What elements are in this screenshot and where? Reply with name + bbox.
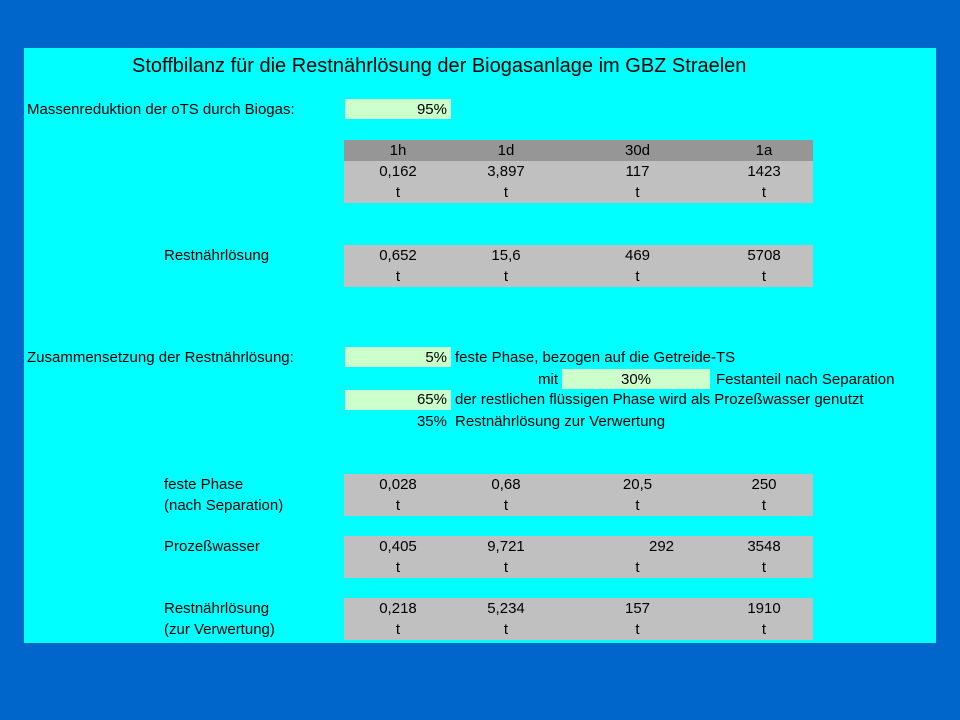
feste-phase-unit: t <box>503 497 509 514</box>
restnaehrloesung-verwertung-unit: t <box>635 621 640 638</box>
prozesswasser-value-1d: 9,721 <box>487 538 525 555</box>
block2-unit: t <box>395 268 401 285</box>
block1-value-30d: 117 <box>625 163 650 180</box>
verwertung-description: Restnährlösung zur Verwertung <box>455 413 666 430</box>
verwertung-percent-value: 35% <box>416 413 447 430</box>
restnaehrloesung-verwertung-label: Restnährlösung <box>164 600 270 617</box>
prozesswasser-percent-value: 65% <box>416 391 447 408</box>
block2-value-1a: 5708 <box>747 247 781 264</box>
prozesswasser-value-1h: 0,405 <box>379 538 417 555</box>
restnaehrloesung-label: Restnährlösung <box>164 247 270 264</box>
prozesswasser-value-1a: 3548 <box>747 538 781 555</box>
prozesswasser-unit: t <box>395 559 401 576</box>
feste-phase-unit: t <box>395 497 401 514</box>
feste-phase-unit: t <box>761 497 767 514</box>
spreadsheet-area <box>24 48 936 643</box>
prozesswasser-unit: t <box>635 559 640 576</box>
feste-phase-description: feste Phase, bezogen auf die Getreide-TS <box>455 349 736 366</box>
block1-value-1a: 1423 <box>747 163 781 180</box>
feste-phase-value-30d: 20,5 <box>622 476 653 493</box>
column-header-1d: 1d <box>497 142 515 159</box>
prozesswasser-value-30d: 292 <box>648 538 675 555</box>
restnaehrloesung-verwertung-unit: t <box>395 621 401 638</box>
block1-value-1d: 3,897 <box>487 163 525 180</box>
restnaehrloesung-verwertung-value-1a: 1910 <box>747 600 781 617</box>
page-title: Stoffbilanz für die Restnährlösung der Biogasanlage im GBZ Straelen <box>132 55 747 77</box>
festanteil-percent-value: 30% <box>620 371 652 388</box>
feste-phase-value-1d: 0,68 <box>491 476 521 493</box>
restnaehrloesung-verwertung-value-1h: 0,218 <box>379 600 417 617</box>
block2-unit: t <box>635 268 640 285</box>
block1-unit: t <box>761 184 767 201</box>
restnaehrloesung-verwertung-value-30d: 157 <box>624 600 651 617</box>
massenreduktion-value: 95% <box>416 101 447 118</box>
feste-phase-unit: t <box>635 497 640 514</box>
restnaehrloesung-verwertung-value-1d: 5,234 <box>487 600 525 617</box>
column-header-30d: 30d <box>624 142 651 159</box>
prozesswasser-unit: t <box>761 559 767 576</box>
prozesswasser-label: Prozeßwasser <box>164 538 260 555</box>
massenreduktion-label: Massenreduktion der oTS durch Biogas: <box>27 101 295 118</box>
block2-unit: t <box>503 268 509 285</box>
feste-phase-value-1a: 250 <box>751 476 777 493</box>
block1-value-1h: 0,162 <box>379 163 417 180</box>
feste-phase-value-1h: 0,028 <box>379 476 417 493</box>
festanteil-description: Festanteil nach Separation <box>716 371 895 388</box>
feste-phase-percent-value: 5% <box>425 349 447 366</box>
zusammensetzung-label: Zusammensetzung der Restnährlösung: <box>27 349 294 366</box>
block2-value-1d: 15,6 <box>491 247 521 264</box>
column-header-1a: 1a <box>755 142 773 159</box>
prozesswasser-unit: t <box>503 559 509 576</box>
block1-unit: t <box>635 184 640 201</box>
block2-unit: t <box>761 268 767 285</box>
block1-unit: t <box>503 184 509 201</box>
restnaehrloesung-verwertung-sublabel: (zur Verwertung) <box>164 621 275 638</box>
feste-phase-sublabel: (nach Separation) <box>164 497 284 514</box>
feste-phase-label: feste Phase <box>164 476 244 493</box>
block2-value-1h: 0,652 <box>379 247 417 264</box>
mit-label: mit <box>538 371 558 388</box>
block2-value-30d: 469 <box>624 247 651 264</box>
prozesswasser-description: der restlichen flüssigen Phase wird als Prozeßwasser genutzt <box>455 391 864 408</box>
column-header-1h: 1h <box>389 142 407 159</box>
restnaehrloesung-verwertung-unit: t <box>503 621 509 638</box>
block1-unit: t <box>395 184 401 201</box>
restnaehrloesung-verwertung-unit: t <box>761 621 767 638</box>
